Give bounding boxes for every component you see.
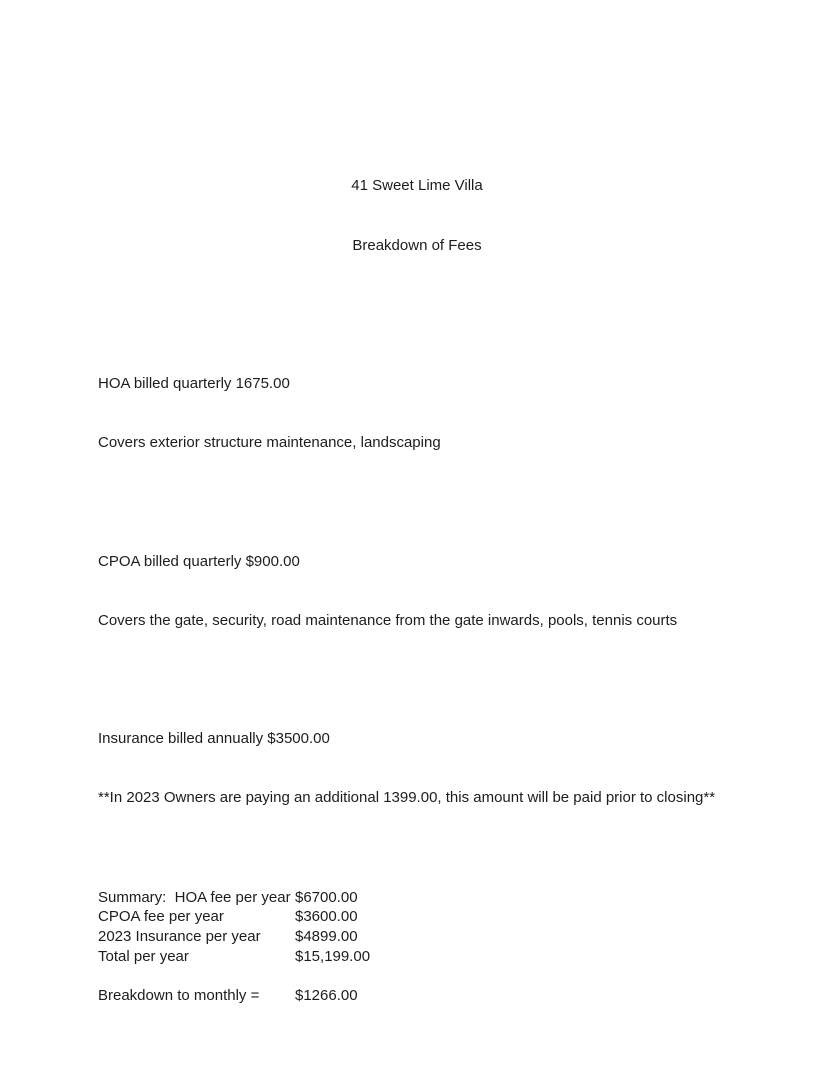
monthly-breakdown-label: Breakdown to monthly =: [98, 987, 260, 1005]
insurance-fee-line: Insurance billed annually $3500.00: [98, 730, 330, 748]
summary-row-insurance: [98, 927, 774, 947]
monthly-breakdown-value: $1266.00: [295, 987, 358, 1005]
summary-row-hoa-label: Summary: HOA fee per year: [98, 888, 291, 906]
document-title: 41 Sweet Lime Villa: [351, 177, 483, 195]
hoa-fee-description: Covers exterior structure maintenance, landscaping: [98, 434, 441, 452]
cpoa-fee-paragraph: [98, 512, 774, 670]
title-block: [0, 0, 834, 295]
summary-row-total-label: Total per year: [98, 947, 189, 965]
hoa-fee-line: HOA billed quarterly 1675.00: [98, 375, 290, 393]
document-body: [98, 335, 774, 1006]
insurance-fee-note: **In 2023 Owners are paying an additional 1399.00, this amount will be paid prior to closing**: [98, 789, 716, 807]
summary-row-hoa-value: $6700.00: [295, 888, 358, 906]
insurance-fee-paragraph: [98, 690, 774, 848]
cpoa-fee-description: Covers the gate, security, road maintenance from the gate inwards, pools, tennis courts: [98, 611, 678, 629]
summary-row-insurance-label: 2023 Insurance per year: [98, 927, 261, 945]
fee-summary: [98, 888, 774, 967]
summary-row-hoa: [98, 888, 774, 908]
monthly-breakdown-row: [98, 986, 774, 1006]
document-subtitle: Breakdown of Fees: [352, 236, 482, 254]
summary-row-insurance-value: $4899.00: [295, 927, 358, 945]
summary-row-total: [98, 947, 774, 967]
cpoa-fee-line: CPOA billed quarterly $900.00: [98, 552, 300, 570]
summary-row-total-value: $15,199.00: [295, 947, 371, 965]
summary-row-cpoa-value: $3600.00: [295, 908, 358, 926]
summary-row-cpoa: [98, 907, 774, 927]
hoa-fee-paragraph: [98, 335, 774, 493]
summary-row-cpoa-label: CPOA fee per year: [98, 908, 224, 926]
